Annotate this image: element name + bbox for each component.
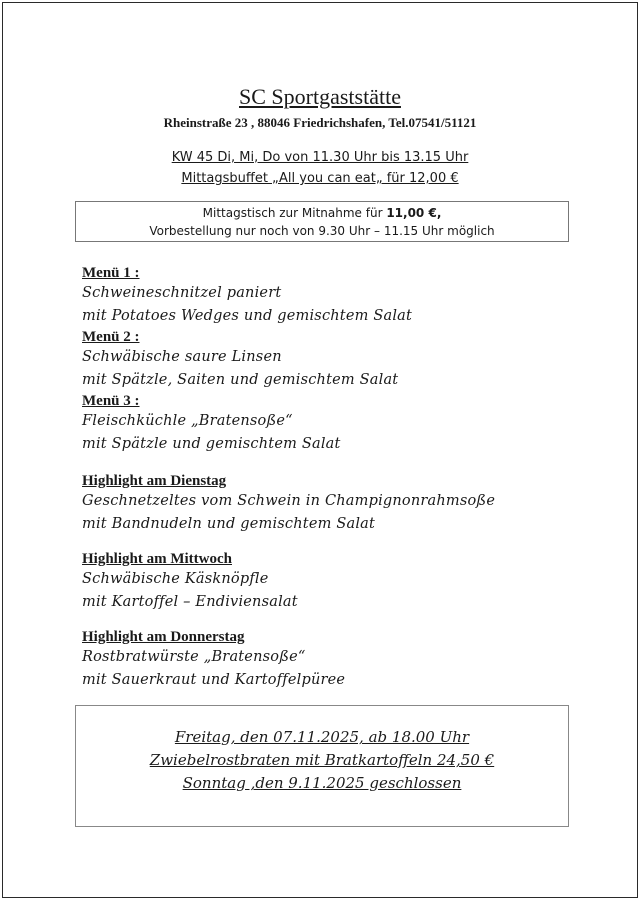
menu-dish: Fleischküchle „Bratensoße“: [82, 413, 293, 429]
highlight-heading: Highlight am Donnerstag: [82, 629, 245, 645]
friday-date: Freitag, den 07.11.2025, ab 18.00 Uhr: [174, 728, 470, 746]
menu-dish: Schweineschnitzel paniert: [82, 285, 282, 301]
menu-side: mit Potatoes Wedges und gemischtem Salat: [82, 308, 413, 324]
highlight-side: mit Bandnudeln und gemischtem Salat: [82, 516, 376, 532]
menu-heading: Menü 1 :: [82, 265, 140, 281]
menu-item: [82, 328, 602, 392]
restaurant-title: SC Sportgaststätte: [239, 84, 401, 109]
highlight-item: [82, 472, 602, 536]
preorder-times: Vorbestellung nur noch von 9.30 Uhr – 11.15 Uhr möglich: [149, 224, 495, 238]
highlight-dish: Rostbratwürste „Bratensoße“: [82, 649, 306, 665]
menu-item: [82, 264, 602, 328]
menu-side: mit Spätzle und gemischtem Salat: [82, 436, 341, 452]
menu-side: mit Spätzle, Saiten und gemischtem Salat: [82, 372, 399, 388]
highlight-heading: Highlight am Dienstag: [82, 473, 227, 489]
menu-page: [2, 2, 638, 898]
sunday-closed: Sonntag ,den 9.11.2025 geschlossen: [182, 774, 462, 792]
highlight-side: mit Sauerkraut und Kartoffelpüree: [82, 672, 346, 688]
header: [3, 83, 637, 133]
takeaway-notice: [75, 201, 569, 242]
highlight-dish: Schwäbische Käsknöpfle: [82, 571, 269, 587]
friday-dish: Zwiebelrostbraten mit Bratkartoffeln 24,50 €: [149, 751, 495, 769]
takeaway-price-line: [76, 204, 568, 222]
highlight-dish: Geschnetzeltes vom Schwein in Champignonrahmsoße: [82, 493, 496, 509]
restaurant-address: Rheinstraße 23 , 88046 Friedrichshafen, Tel.07541/51121: [163, 115, 477, 130]
highlight-item: [82, 628, 602, 692]
week-times: KW 45 Di, Mi, Do von 11.30 Uhr bis 13.15 Uhr: [171, 150, 469, 165]
opening-times: [3, 147, 637, 189]
highlight-side: mit Kartoffel – Endiviensalat: [82, 594, 298, 610]
friday-notice: [75, 705, 569, 827]
highlight-heading: Highlight am Mittwoch: [82, 551, 232, 567]
menu-item: [82, 392, 602, 456]
spacer: [82, 536, 602, 550]
menu-heading: Menü 3 :: [82, 393, 140, 409]
highlight-item: [82, 550, 602, 614]
menu-heading: Menü 2 :: [82, 329, 140, 345]
menu-dish: Schwäbische saure Linsen: [82, 349, 282, 365]
takeaway-price: 11,00 €,: [386, 206, 442, 220]
spacer: [82, 614, 602, 628]
takeaway-label: Mittagstisch zur Mitnahme für: [202, 206, 387, 220]
buffet-offer: Mittagsbuffet „All you can eat„ für 12,00 €: [181, 171, 459, 186]
spacer: [82, 456, 602, 472]
menu-list: [82, 264, 602, 692]
